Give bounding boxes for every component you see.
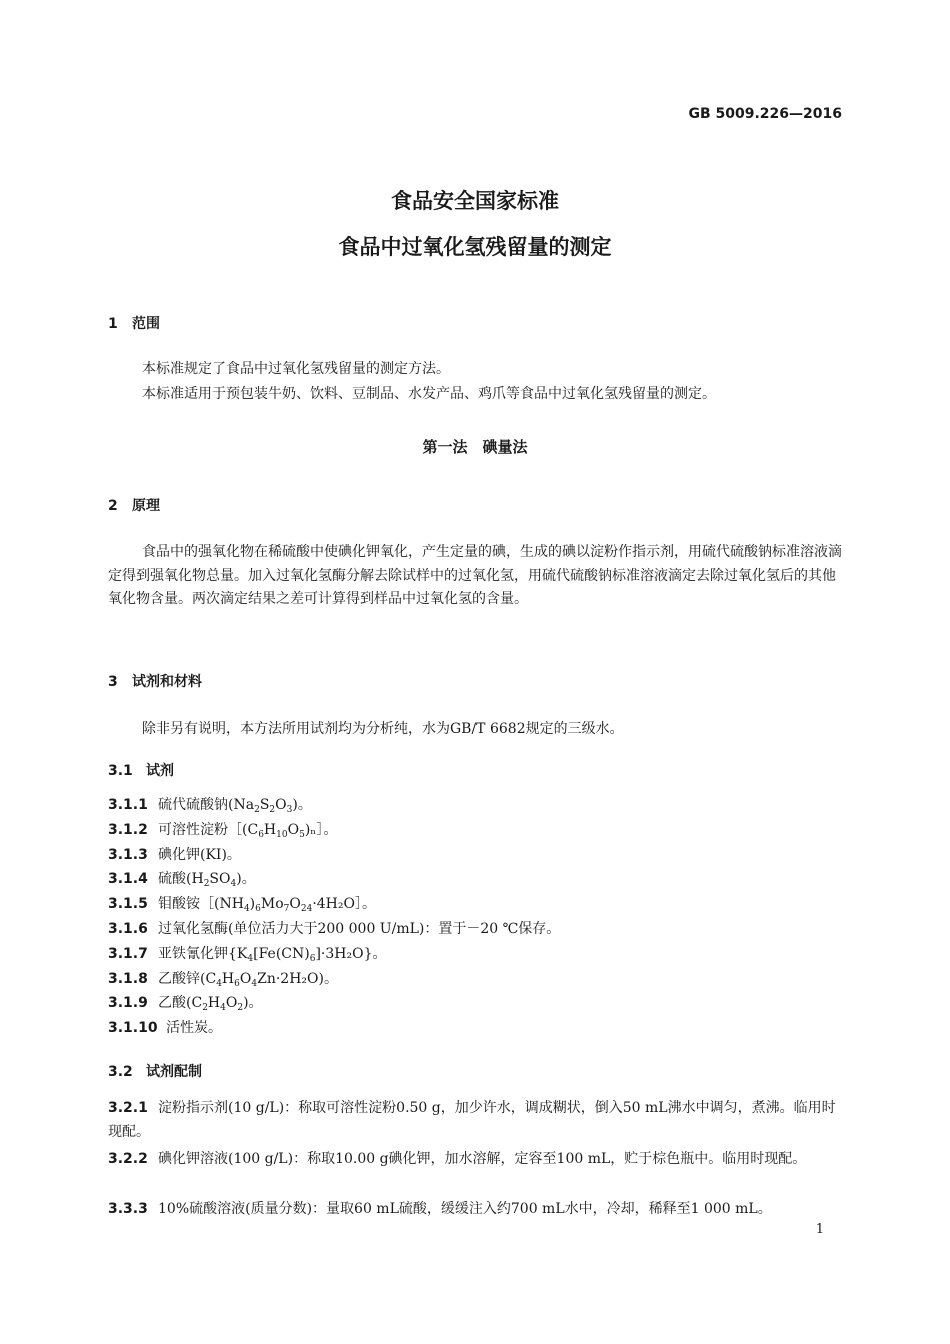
standard-title: 食品安全国家标准: [391, 189, 559, 213]
section-2-heading: [108, 495, 160, 515]
section-3-1-heading: [108, 760, 174, 780]
preparation-item: [108, 1148, 843, 1172]
preparation-text: 10%硫酸溶液(质量分数)：量取60 mL硫酸，缓缓注入约700 mL水中，冷却，稀释至1 000 mL。: [158, 1201, 772, 1217]
reagent-item: [108, 918, 843, 942]
section-number: 3: [108, 674, 118, 690]
item-number: 3.1.9: [108, 995, 148, 1012]
preparation-item: [108, 1097, 843, 1144]
item-number: 3.1.5: [108, 896, 148, 913]
section-number: 3.2: [108, 1064, 133, 1080]
reagent-item: [108, 844, 843, 868]
reagent-text: 硫酸$(H_2SO_4)$。: [158, 871, 256, 890]
reagent-text: 可溶性淀粉$[(C_6H_{10}O_5)_n]$。: [158, 821, 338, 840]
section-number: 2: [108, 498, 118, 514]
reagent-text: 硫代硫酸钠$(Na_2S_2O_3)$。: [158, 797, 312, 815]
reagent-text: 亚铁氰化钾$\{K_4[Fe(CN)_6]\cdot 3H_2O\}$。: [158, 945, 387, 964]
reagent-item: [108, 992, 843, 1016]
scope-paragraph-1: 本标准规定了食品中过氧化氢残留量的测定方法。: [142, 361, 450, 377]
item-number: 3.2.2: [108, 1151, 148, 1167]
section-title: 试剂配制: [146, 1064, 202, 1080]
preparation-text: 碘化钾溶液(100 g/L)：称取10.00 g碘化钾，加水溶解，定容至100 mL，贮于棕色瓶中。临用时现配。: [158, 1151, 807, 1167]
section-3-heading: [108, 671, 202, 691]
section-title: 范围: [132, 316, 160, 332]
reagent-item: [108, 943, 843, 967]
preparation-text: 淀粉指示剂(10 g/L)：称取可溶性淀粉0.50 g，加少许水，调成糊状，倒入50 mL沸水中调匀，煮沸。临用时现配。: [108, 1100, 836, 1140]
section-3-2-heading: [108, 1061, 202, 1081]
item-number: 3.1.1: [108, 797, 148, 813]
reagent-text: 碘化钾(KI)。: [158, 846, 241, 863]
item-number: 3.1.4: [108, 871, 148, 888]
item-number: 3.1.10: [108, 1020, 158, 1037]
reagent-text: 乙酸锌$(C_4H_6O_4Zn\cdot 2H_2O)$。: [158, 970, 338, 989]
section-title: 试剂: [146, 763, 174, 779]
reagent-item: [108, 968, 843, 992]
reagent-text: 过氧化氢酶(单位活力大于200 000 U/mL)：置于－20 ℃保存。: [158, 921, 561, 937]
item-number: 3.2.1: [108, 1100, 148, 1116]
section-number: 1: [108, 316, 118, 332]
reagent-item: [108, 794, 843, 818]
section-title: 原理: [132, 498, 160, 514]
item-number: 3.3.3: [108, 1201, 148, 1217]
method-title: 第一法 碘量法: [422, 438, 528, 456]
reagent-item: [108, 1017, 843, 1041]
section-number: 3.1: [108, 763, 133, 779]
document-title: 食品中过氧化氢残留量的测定: [338, 235, 612, 259]
reagent-item: [108, 819, 843, 843]
item-number: 3.1.7: [108, 945, 148, 962]
section-1-heading: [108, 313, 160, 333]
reagent-text: 乙酸$(C_2H_4O_2)$。: [158, 995, 263, 1014]
page-number: 1: [815, 1222, 824, 1237]
preparation-item: [108, 1198, 843, 1222]
item-number: 3.1.2: [108, 821, 148, 838]
reagent-text: 钼酸铵$[(NH_4)_6Mo_7O_{24}\cdot 4H_2O]$。: [158, 896, 376, 915]
item-number: 3.1.6: [108, 921, 148, 937]
reagent-text: 活性炭。: [166, 1020, 222, 1037]
reagent-item: [108, 868, 843, 892]
reagents-intro-paragraph: 除非另有说明，本方法所用试剂均为分析纯，水为GB/T 6682规定的三级水。: [142, 721, 624, 737]
scope-paragraph-2: 本标准适用于预包装牛奶、饮料、豆制品、水发产品、鸡爪等食品中过氧化氢残留量的测定。: [142, 386, 716, 402]
section-title: 试剂和材料: [132, 674, 202, 690]
item-number: 3.1.8: [108, 970, 148, 987]
item-number: 3.1.3: [108, 846, 148, 863]
reagent-item: [108, 893, 843, 917]
principle-paragraph: 食品中的强氧化物在稀硫酸中使碘化钾氧化，产生定量的碘，生成的碘以淀粉作指示剂，用硫代硫酸钠标准溶液滴定得到强氧化物总量。加入过氧化氢酶分解去除试样中的过氧化氢，用硫代硫酸钠标准溶液滴定去除过氧化氢后的其他氧化物含量。两次滴定结果之差可计算得到样品中过氧化氢的含量。: [108, 544, 842, 607]
standard-number: GB 5009.226—2016: [688, 106, 842, 122]
